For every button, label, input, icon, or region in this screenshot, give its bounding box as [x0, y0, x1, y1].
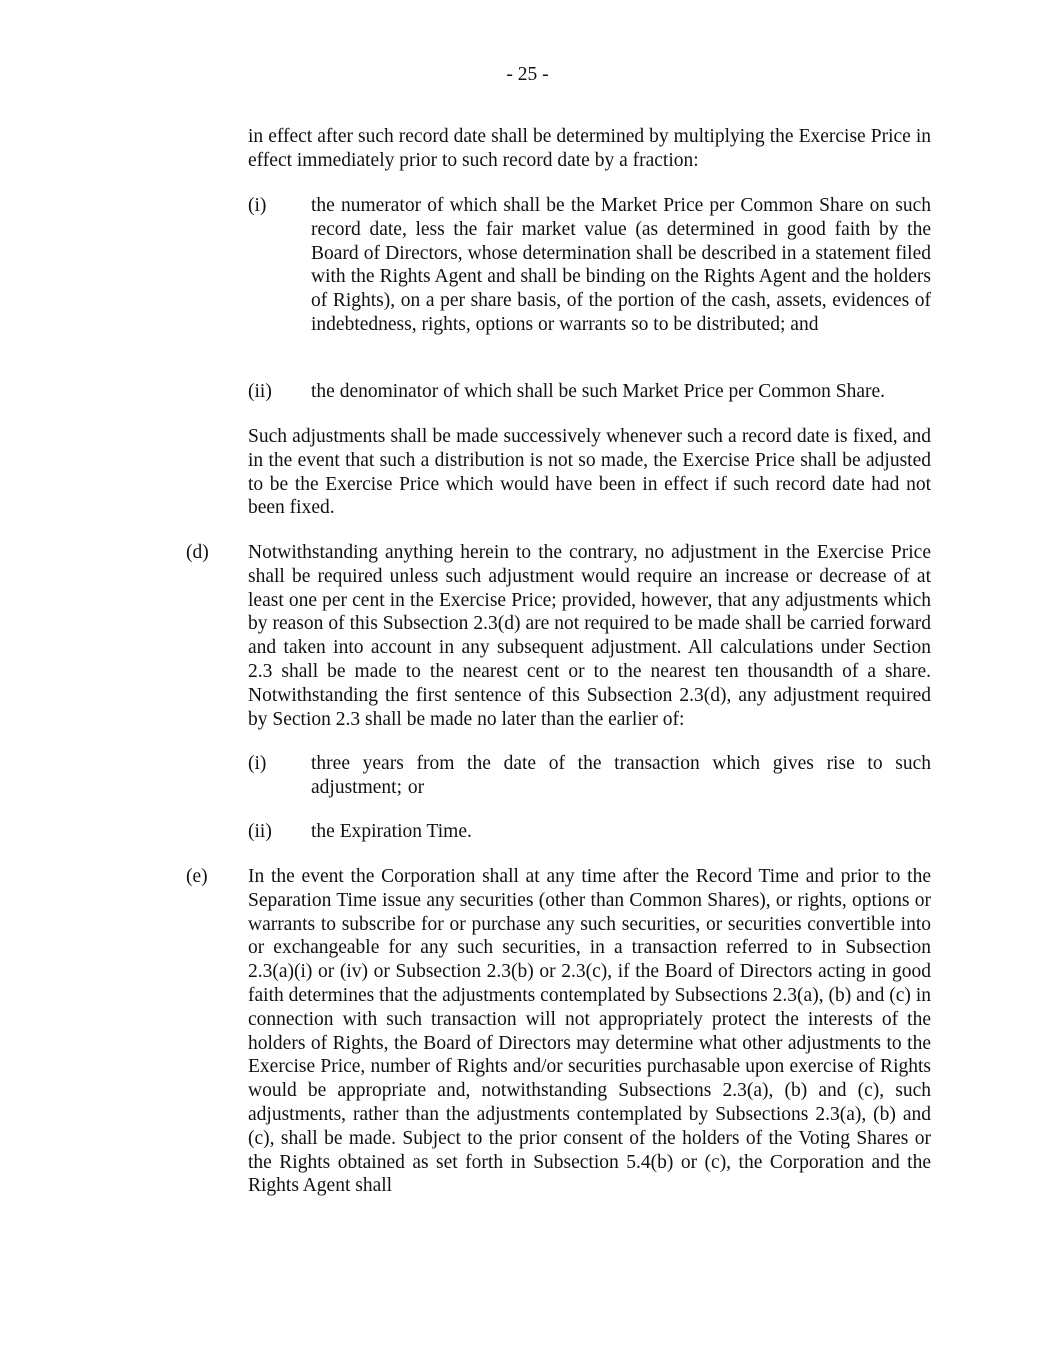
clause-d-ii-label: (ii): [248, 821, 272, 842]
clause-d-i-text: three years from the date of the transaction which gives rise to such adjustment; or: [311, 753, 931, 798]
section-e-label: (e): [186, 866, 208, 887]
clause-c-ii-text: the denominator of which shall be such Market Price per Common Share.: [311, 381, 886, 402]
adjustments-paragraph: Such adjustments shall be made successively whenever such a record date is fixed, and in the event that such a distribution is not so made, the Exercise Price shall be adjusted to be the Exercise Price which would have been in effect if such record date had not been fixed.: [248, 426, 931, 519]
clause-c-ii-label: (ii): [248, 381, 272, 402]
clause-c-i-text: the numerator of which shall be the Market Price per Common Share on such record date, less the fair market value (as determined in good faith by the Board of Directors, whose determination shall be described in a statement filed with the Rights Agent and shall be binding on the Rights Agent and the holders of Rights), on a per share basis, of the portion of the cash, assets, evidences of indebtedness, rights, options or warrants so to be distributed; and: [311, 195, 931, 335]
section-d-text: Notwithstanding anything herein to the contrary, no adjustment in the Exercise Price shall be required unless such adjustment would require an increase or decrease of at least one per cent in the Exercise Price; provided, however, that any adjustments which by reason of this Subsection 2.3(d) are not required to be made shall be carried forward and taken into account in any subsequent adjustment. All calculations under Section 2.3 shall be made to the nearest cent or to the nearest ten thousandth of a share. Notwithstanding the first sentence of this Subsection 2.3(d), any adjustment required by Section 2.3 shall be made no later than the earlier of:: [248, 542, 931, 730]
clause-d-i-label: (i): [248, 753, 267, 774]
clause-c-i-label: (i): [248, 195, 267, 216]
page-number: - 25 -: [506, 64, 549, 85]
intro-paragraph: in effect after such record date shall be determined by multiplying the Exercise Price in effect immediately prior to such record date by a fraction:: [248, 126, 931, 171]
section-d-label: (d): [186, 542, 209, 563]
clause-d-ii-text: the Expiration Time.: [311, 821, 472, 842]
section-e-text: In the event the Corporation shall at any time after the Record Time and prior to the Separation Time issue any securities (other than Common Shares), or rights, options or warrants to subscribe for or purchase any such securities, or securities convertible into or exchangeable for any such securities, in a transaction referred to in Subsection 2.3(a)(i) or (iv) or Subsection 2.3(b) or 2.3(c), if the Board of Directors acting in good faith determines that the adjustments contemplated by Subsections 2.3(a), (b) and (c) in connection with such transaction will not appropriately protect the interests of the holders of Rights, the Board of Directors may determine what other adjustments to the Exercise Price, number of Rights and/or securities purchasable upon exercise of Rights would be appropriate and, notwithstanding Subsections 2.3(a), (b) and (c), such adjustments, rather than the adjustments contemplated by Subsections 2.3(a), (b) and (c), shall be made. Subject to the prior consent of the holders of the Voting Shares or the Rights obtained as set forth in Subsection 5.4(b) or (c), the Corporation and the Rights Agent shall: [248, 866, 931, 1197]
